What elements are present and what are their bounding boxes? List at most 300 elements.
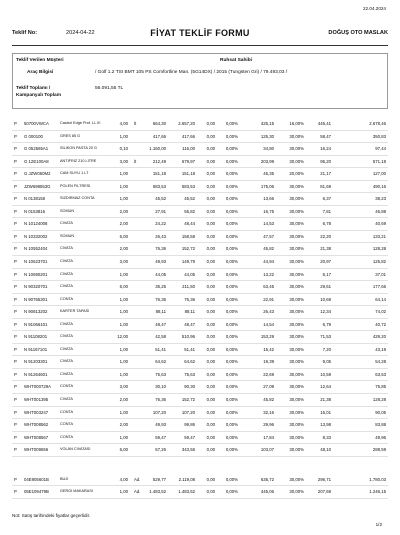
cell-amount: 149,79: [181, 259, 195, 265]
cell-description: CIVATA: [60, 221, 73, 226]
cell-quantity: 3,00: [119, 259, 128, 265]
cell-discount: 0,00: [206, 221, 215, 227]
cell-unit-price: 107,20: [152, 409, 166, 415]
cell-rate: 30,00%: [289, 359, 304, 365]
cell-part-no: 50700VWCA: [24, 121, 49, 126]
cell-quantity: 1,00: [119, 489, 128, 495]
cell-part-no: N 90813202: [24, 309, 48, 315]
table-row: [12, 269, 388, 282]
cell-rate: 30,00%: [289, 422, 304, 428]
cell-total: 37,01: [375, 271, 386, 277]
cell-unit-price: 417,66: [152, 133, 166, 139]
cell-part-no: WHT009656: [24, 447, 49, 453]
cell-col-12: 10,69: [320, 296, 331, 302]
cell-amount: 51,41: [184, 346, 195, 352]
cell-discount: 0,00: [206, 359, 215, 365]
cell-total: 350,83: [372, 133, 386, 139]
cell-total: 40,72: [375, 321, 386, 327]
cell-discount: 0,00: [206, 146, 215, 152]
cell-amount: 48,47: [184, 321, 195, 327]
customer-label: Teklif Verilen Müşteri: [16, 58, 64, 63]
cell-part-no: N 90765301: [24, 296, 48, 302]
cell-part-no: N 0153816: [24, 208, 46, 214]
cell-discount-rate: 0,00%: [225, 309, 238, 315]
table-row: [12, 432, 388, 445]
cell-description: CIVATA: [60, 271, 73, 276]
cell-discount-rate: 0,00%: [225, 447, 238, 453]
cell-part-no: N 91066101: [24, 321, 48, 327]
cell-part-no: WHT008562: [24, 422, 49, 428]
cell-rate: 30,00%: [289, 146, 304, 152]
cell-discount-rate: 0,00%: [225, 384, 238, 390]
cell-discount: 0,00: [206, 271, 215, 277]
cell-col-10: 103,07: [260, 447, 274, 453]
cell-discount-rate: 0,00%: [225, 158, 238, 164]
cell-description: CIVATA: [60, 346, 73, 351]
cell-rate: 30,00%: [289, 246, 304, 252]
cell-part-no: N 91108201: [24, 334, 48, 340]
cell-quantity: 2,00: [119, 221, 128, 227]
cell-unit-price: 529,77: [152, 476, 166, 482]
vehicle-value: / Golf 1.2 TSI BMT 105 PS Comfortline Man. (5G14DX) / 2015 (Tungsten Gri) / 79.493,03 /: [95, 70, 288, 75]
cell-type: P: [14, 321, 17, 327]
cell-type: P: [14, 409, 17, 415]
cell-col-12: 13,98: [320, 422, 331, 428]
cell-amount: 343,56: [181, 447, 195, 453]
cell-unit-price: 583,53: [152, 183, 166, 189]
cell-quantity: 3,00: [119, 158, 128, 164]
cell-rate: 30,00%: [289, 397, 304, 403]
cell-rate: 30,00%: [289, 334, 304, 340]
cell-discount: 0,00: [206, 447, 215, 453]
cell-amount: 2.657,20: [178, 121, 195, 126]
cell-description: CONTA: [60, 384, 74, 389]
cell-rate: 30,00%: [289, 409, 304, 415]
cell-unit-price: 57,26: [155, 447, 166, 453]
cell-discount-rate: 0,00%: [225, 296, 238, 302]
cell-col-12: 7,81: [322, 208, 331, 214]
cell-quantity: 1,00: [119, 359, 128, 365]
cell-quantity: 2,00: [119, 246, 128, 252]
cell-unit-price: 30,10: [155, 384, 166, 390]
cell-discount-rate: 0,00%: [225, 476, 238, 482]
cell-total: 90,05: [375, 409, 386, 415]
cell-total: 46,88: [375, 208, 386, 214]
cell-type: P: [14, 371, 17, 377]
cell-description: BUJİ: [60, 476, 69, 481]
table-row: [12, 206, 388, 219]
cell-discount: 0,00: [206, 233, 215, 239]
cell-discount: 0,00: [206, 321, 215, 327]
cell-total: 54,28: [375, 359, 386, 365]
cell-discount-rate: 0,00%: [225, 208, 238, 214]
cell-discount-rate: 0,00%: [225, 334, 238, 340]
cell-col-10: 13,66: [263, 196, 274, 202]
table-row: [12, 344, 388, 357]
cell-total: 97,44: [375, 146, 386, 152]
cell-quantity: 2,00: [119, 208, 128, 214]
cell-rate: 30,00%: [289, 447, 304, 453]
cell-description: CIVATA: [60, 246, 73, 251]
cell-unit-price: 212,49: [152, 158, 166, 164]
cell-total: 133,21: [372, 233, 386, 239]
cell-type: P: [14, 359, 17, 365]
cell-discount-rate: 0,00%: [225, 171, 238, 177]
cell-total: 490,16: [372, 183, 386, 189]
cell-type: P: [14, 196, 17, 202]
cell-rate: 16,00%: [289, 121, 304, 126]
cell-col-12: 207,69: [317, 489, 331, 495]
cell-part-no: G 000100: [24, 133, 43, 139]
table-row: [12, 118, 388, 131]
table-row: [12, 143, 388, 156]
cell-col-10: 14,54: [263, 321, 274, 327]
cell-unit-price: 45,52: [155, 196, 166, 202]
cell-amount: 510,96: [181, 334, 195, 340]
table-row: [12, 294, 388, 307]
cell-col-10: 45,82: [263, 246, 274, 252]
cell-type: P: [14, 434, 17, 440]
cell-total: 43,19: [375, 346, 386, 352]
cell-description: SOMUN: [60, 233, 75, 238]
cell-discount: 0,00: [206, 409, 215, 415]
cell-unit-price: 59,47: [155, 434, 166, 440]
cell-description: CONTA: [60, 422, 74, 427]
cell-description: CONTA: [60, 296, 74, 301]
cell-col-10: 27,09: [263, 384, 274, 390]
cell-type: P: [14, 346, 17, 352]
cell-col-10: 203,99: [260, 158, 274, 164]
cell-rate: 30,00%: [289, 309, 304, 315]
cell-col-12: 446,41: [317, 121, 331, 126]
cell-discount-rate: 0,00%: [225, 133, 238, 139]
cell-rate: 30,00%: [289, 384, 304, 390]
cell-discount: 0,00: [206, 183, 215, 189]
total-label: Teklif Toplamı /: [16, 86, 51, 91]
cell-amount: 583,53: [181, 183, 195, 189]
cell-discount-rate: 0,00%: [225, 422, 238, 428]
cell-rate: 30,00%: [289, 221, 304, 227]
cell-rate: 30,00%: [289, 371, 304, 377]
table-row: [12, 394, 388, 407]
cell-discount-rate: 0,00%: [225, 359, 238, 365]
cell-part-no: N 10124008: [24, 221, 48, 227]
cell-col-12: 16,24: [320, 146, 331, 152]
table-row: [12, 319, 388, 332]
cell-col-10: 26,43: [263, 309, 274, 315]
cell-part-no: N 10332002: [24, 233, 48, 239]
cell-amount: 55,82: [184, 208, 195, 214]
cell-unit: Ad.: [134, 489, 141, 495]
cell-total: 288,59: [372, 447, 386, 453]
cell-unit: lt: [134, 158, 137, 164]
cell-col-10: 16,75: [263, 208, 274, 214]
cell-amount: 44,05: [184, 271, 195, 277]
table-row: [12, 407, 388, 420]
cell-type: P: [14, 447, 17, 453]
cell-discount: 0,00: [206, 476, 215, 482]
cell-total: 83,88: [375, 422, 386, 428]
cell-type: P: [14, 384, 17, 390]
cell-unit: lt: [134, 121, 137, 126]
cell-unit-price: 42,58: [155, 334, 166, 340]
cell-quantity: 1,00: [119, 321, 128, 327]
cell-rate: 30,00%: [289, 133, 304, 139]
cell-part-no: N 10623701: [24, 259, 48, 265]
cell-amount: 59,47: [184, 434, 195, 440]
cell-description: KARTER TAPASI: [60, 309, 90, 314]
total-value: 56.091,55 TL: [95, 86, 124, 91]
cell-col-12: 12,64: [320, 384, 331, 390]
cell-quantity: 6,00: [119, 284, 128, 290]
cell-type: P: [14, 183, 17, 189]
cell-discount: 0,00: [206, 346, 215, 352]
table-row: [12, 444, 388, 457]
cell-quantity: 4,00: [119, 121, 128, 126]
cell-total: 2.678,46: [369, 121, 386, 126]
owner-label: Ruhsat Sahibi: [220, 58, 252, 63]
cell-discount: 0,00: [206, 158, 215, 164]
offer-number-label: Teklif No:: [12, 30, 38, 36]
cell-col-10: 125,30: [260, 133, 274, 139]
cell-amount: 45,52: [184, 196, 195, 202]
cell-discount-rate: 0,00%: [225, 259, 238, 265]
cell-quantity: 1,00: [119, 296, 128, 302]
cell-unit-price: 44,05: [155, 271, 166, 277]
cell-description: CIVATA: [60, 259, 73, 264]
cell-type: P: [14, 334, 17, 340]
cell-part-no: JZW698553G: [24, 183, 51, 189]
cell-col-12: 15,01: [320, 409, 331, 415]
cell-discount: 0,00: [206, 296, 215, 302]
cell-quantity: 1,00: [119, 271, 128, 277]
cell-amount: 75,63: [184, 371, 195, 377]
table-row: [12, 369, 388, 382]
cell-unit-price: 75,63: [155, 371, 166, 377]
cell-total: 127,00: [372, 171, 386, 177]
cell-unit: Ad.: [134, 476, 141, 482]
cell-unit-price: 48,47: [155, 321, 166, 327]
cell-amount: 76,36: [184, 296, 195, 302]
cell-part-no: N 91167101: [24, 346, 48, 352]
cell-col-10: 47,57: [263, 233, 274, 239]
cell-description: CIVATA: [60, 284, 73, 289]
company-name: DOĞUŞ OTO MASLAK: [328, 30, 388, 36]
cell-type: P: [14, 233, 17, 239]
cell-part-no: WHT003247: [24, 409, 49, 415]
cell-rate: 30,00%: [289, 284, 304, 290]
cell-col-10: 63,45: [263, 284, 274, 290]
cell-col-10: 45,82: [263, 397, 274, 403]
offer-date: 2024-04-22: [66, 30, 95, 36]
cell-description: CIVATA: [60, 397, 73, 402]
cell-col-10: 22,91: [263, 296, 274, 302]
table-row: [12, 156, 388, 169]
cell-discount: 0,00: [206, 309, 215, 315]
cell-part-no: G 052565A1: [24, 146, 49, 152]
cell-discount-rate: 0,00%: [225, 371, 238, 377]
cell-col-12: 22,20: [320, 233, 331, 239]
cell-discount-rate: 0,00%: [225, 183, 238, 189]
cell-amount: 2.119,08: [178, 476, 195, 482]
cell-type: P: [14, 171, 17, 177]
cell-description: CIVATA: [60, 371, 73, 376]
cell-col-10: 153,29: [260, 334, 274, 340]
cell-description: CIVATA: [60, 359, 73, 364]
cell-type: P: [14, 422, 17, 428]
cell-discount: 0,00: [206, 434, 215, 440]
cell-type: P: [14, 146, 17, 152]
cell-quantity: 2,00: [119, 397, 128, 403]
cell-amount: 1.483,52: [178, 489, 195, 495]
table-row: [12, 231, 388, 244]
cell-quantity: 2,00: [119, 422, 128, 428]
cell-col-12: 6,78: [322, 221, 331, 227]
cell-description: SIZDIRMAZ CONTA: [60, 196, 95, 201]
cell-col-10: 17,84: [263, 434, 274, 440]
cell-quantity: 1,00: [119, 371, 128, 377]
cell-total: 125,82: [372, 259, 386, 265]
cell-total: 1.246,15: [369, 489, 386, 495]
cell-unit-price: 35,25: [155, 284, 166, 290]
cell-unit-price: 1.483,52: [149, 489, 166, 495]
cell-part-no: N 0138158: [24, 196, 46, 202]
cell-quantity: 1,00: [119, 133, 128, 139]
cell-description: CONTA: [60, 434, 74, 439]
cell-amount: 152,72: [181, 246, 195, 252]
cell-type: P: [14, 221, 17, 227]
cell-description: ANTİFRİZ 210 LİTRE: [60, 158, 97, 163]
cell-part-no: N 91203301: [24, 359, 48, 365]
cell-rate: 30,00%: [289, 259, 304, 265]
cell-col-12: 21,38: [320, 397, 331, 403]
cell-discount: 0,00: [206, 422, 215, 428]
cell-discount-rate: 0,00%: [225, 233, 238, 239]
cell-col-10: 34,80: [263, 146, 274, 152]
cell-col-12: 81,69: [320, 183, 331, 189]
cell-type: P: [14, 246, 17, 252]
cell-part-no: N 10690201: [24, 271, 48, 277]
cell-total: 40,69: [375, 221, 386, 227]
cell-amount: 152,72: [181, 397, 195, 403]
cell-unit-price: 151,18: [152, 171, 166, 177]
cell-unit-price: 76,36: [155, 246, 166, 252]
cell-col-10: 635,72: [260, 476, 274, 482]
cell-description: SİLİKON PASTA 20 G: [60, 146, 97, 151]
cell-discount: 0,00: [206, 133, 215, 139]
cell-unit-price: 1.160,00: [149, 146, 166, 152]
cell-col-12: 48,10: [320, 447, 331, 453]
cell-discount: 0,00: [206, 208, 215, 214]
cell-type: P: [14, 259, 17, 265]
cell-type: P: [14, 158, 17, 164]
cell-description: GRES 85 G: [60, 133, 81, 138]
cell-unit-price: 49,93: [155, 422, 166, 428]
cell-col-10: 445,06: [260, 489, 274, 495]
vehicle-label: Araç Bilgisi: [27, 70, 54, 75]
cell-amount: 417,66: [181, 133, 195, 139]
cell-part-no: N 90320701: [24, 284, 48, 290]
cell-unit-price: 64,62: [155, 359, 166, 365]
cell-part-no: G 12E100A8: [24, 158, 49, 164]
cell-unit-price: 76,36: [155, 397, 166, 403]
cell-description: CONTA: [60, 409, 74, 414]
cell-discount: 0,00: [206, 384, 215, 390]
cell-type: P: [14, 296, 17, 302]
page-number: 1/2: [375, 522, 382, 527]
cell-part-no: N 91264601: [24, 371, 48, 377]
cell-quantity: 6,00: [119, 233, 128, 239]
cell-col-12: 95,20: [320, 158, 331, 164]
cell-discount: 0,00: [206, 284, 215, 290]
cell-description: CAM SUYU 1 LT: [60, 171, 89, 176]
cell-col-12: 296,71: [317, 476, 331, 482]
cell-col-12: 6,17: [322, 271, 331, 277]
cell-discount-rate: 0,00%: [225, 321, 238, 327]
quote-table: [12, 118, 388, 499]
table-row: [12, 474, 388, 487]
cell-total: 429,20: [372, 334, 386, 340]
table-row: [12, 306, 388, 319]
cell-total: 128,28: [372, 246, 386, 252]
cell-col-10: 175,06: [260, 183, 274, 189]
cell-discount-rate: 0,00%: [225, 346, 238, 352]
cell-unit-price: 26,43: [155, 233, 166, 239]
cell-col-12: 21,38: [320, 246, 331, 252]
table-row: [12, 381, 388, 394]
table-row: [12, 419, 388, 432]
table-row: [12, 193, 388, 206]
cell-amount: 88,11: [184, 309, 195, 315]
cell-discount: 0,00: [206, 246, 215, 252]
cell-amount: 64,62: [184, 359, 195, 365]
table-row: [12, 168, 388, 181]
cell-quantity: 1,00: [119, 434, 128, 440]
cell-quantity: 12,00: [117, 334, 128, 340]
cell-quantity: 1,00: [119, 183, 128, 189]
header-divider: [12, 45, 388, 46]
cell-type: P: [14, 121, 17, 126]
table-row: [12, 131, 388, 144]
cell-col-10: 425,15: [260, 121, 274, 126]
cell-col-10: 45,35: [263, 171, 274, 177]
cell-discount-rate: 0,00%: [225, 196, 238, 202]
cell-quantity: 3,00: [119, 384, 128, 390]
campaign-total-label: Kampanyalı Toplam: [16, 93, 61, 98]
cell-rate: 30,00%: [289, 158, 304, 164]
cell-total: 571,18: [372, 158, 386, 164]
cell-col-10: 29,96: [263, 422, 274, 428]
cell-discount: 0,00: [206, 121, 215, 126]
cell-discount: 0,00: [206, 334, 215, 340]
table-row: [12, 218, 388, 231]
cell-type: P: [14, 397, 17, 403]
cell-description: CIVATA: [60, 334, 73, 339]
cell-discount-rate: 0,00%: [225, 221, 238, 227]
cell-part-no: WHT000729A: [24, 384, 51, 390]
cell-total: 1.780,03: [369, 476, 386, 482]
cell-discount-rate: 0,00%: [225, 434, 238, 440]
cell-amount: 151,18: [181, 171, 195, 177]
table-row: [12, 331, 388, 344]
cell-unit-price: 24,22: [155, 221, 166, 227]
form-header: [12, 28, 388, 42]
cell-quantity: 1,00: [119, 346, 128, 352]
cell-col-10: 13,22: [263, 271, 274, 277]
cell-amount: 48,44: [184, 221, 195, 227]
footer-note: Not: Satış tarihindeki fiyatlar geçerlidir.: [12, 513, 91, 518]
cell-discount: 0,00: [206, 171, 215, 177]
